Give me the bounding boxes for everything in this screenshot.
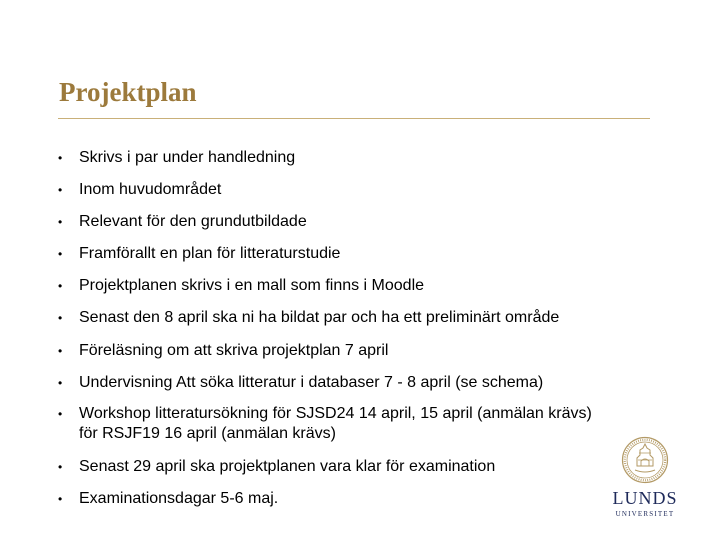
list-item-text: Projektplanen skrivs i en mall som finns i Moodle xyxy=(79,277,425,294)
bullet-marker: • xyxy=(58,460,63,474)
list-item xyxy=(58,212,649,232)
list-item-text: Skrivs i par under handledning xyxy=(79,149,296,166)
list-item-text: Senast den 8 april ska ni ha bildat par och ha ett preliminärt område xyxy=(79,309,560,326)
list-item-text: Examinationsdagar 5-6 maj. xyxy=(79,490,279,507)
list-item xyxy=(58,404,609,444)
bullet-marker: • xyxy=(58,247,63,261)
list-item-text: Undervisning Att söka litteratur i databaser 7 - 8 april (se schema) xyxy=(79,374,544,391)
list-item xyxy=(58,373,649,393)
bullet-marker: • xyxy=(58,311,63,325)
slide-title: Projektplan xyxy=(59,77,197,107)
list-item xyxy=(58,180,649,200)
list-item xyxy=(58,244,649,264)
list-item-text: Workshop litteratursökning för SJSD24 14 april, 15 april (anmälan krävs) för RSJF19 16 april (anmälan krävs) xyxy=(79,405,592,442)
bullet-marker: • xyxy=(58,344,63,358)
university-seal-icon xyxy=(621,436,669,484)
bullet-marker: • xyxy=(58,279,63,293)
list-item-text: Föreläsning om att skriva projektplan 7 april xyxy=(79,342,389,359)
list-item xyxy=(58,276,649,296)
list-item xyxy=(58,489,649,509)
list-item-text: Inom huvudområdet xyxy=(79,181,222,198)
bullet-marker: • xyxy=(58,215,63,229)
logo-subtitle: UNIVERSITET xyxy=(615,510,675,518)
logo-wordmark: LUNDS xyxy=(612,488,678,508)
list-item xyxy=(58,148,649,168)
list-item-text: Relevant för den grundutbildade xyxy=(79,213,307,230)
list-item-text: Senast 29 april ska projektplanen vara klar för examination xyxy=(79,458,496,475)
list-item xyxy=(58,308,649,328)
bullet-marker: • xyxy=(58,183,63,197)
bullet-marker: • xyxy=(58,492,63,506)
bullet-marker: • xyxy=(58,407,63,421)
title-divider xyxy=(58,118,650,119)
list-item xyxy=(58,457,649,477)
bullet-marker: • xyxy=(58,376,63,390)
list-item xyxy=(58,341,649,361)
list-item-text: Framförallt en plan för litteraturstudie xyxy=(79,245,341,262)
bullet-marker: • xyxy=(58,151,63,165)
